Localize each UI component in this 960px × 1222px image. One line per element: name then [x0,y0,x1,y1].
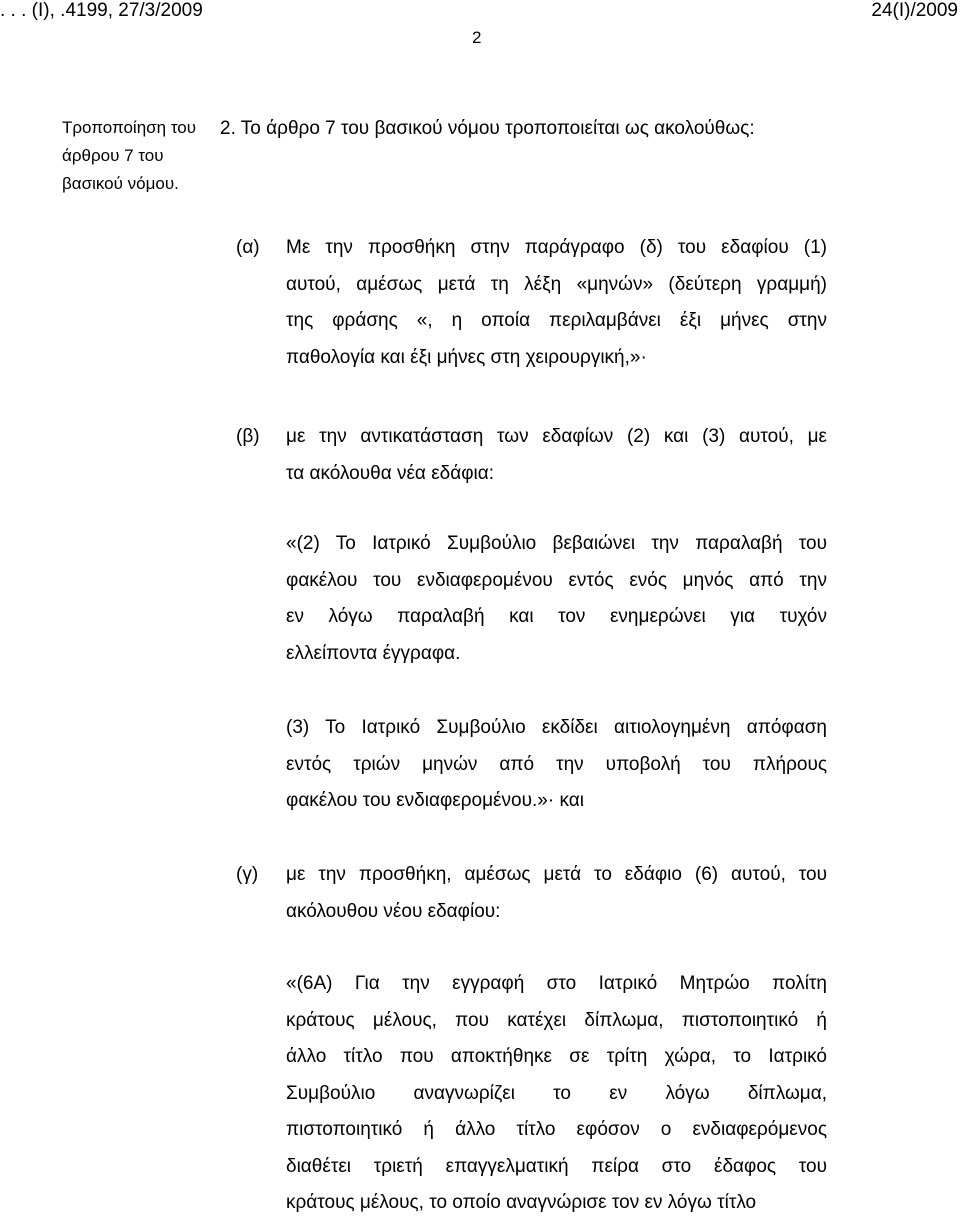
item-c-text [286,857,827,930]
quote-paragraph-6a [286,966,827,1222]
text-line: φακέλου του ενδιαφερομένου εντός ενός μηνός από την [286,569,827,591]
text-line: εντός τριών μηνών από την υποβολή του πλήρους [286,753,827,775]
margin-note [62,114,212,198]
quote-paragraph-2 [286,526,827,672]
text-line: ελλείποντα έγγραφα. [286,642,461,664]
margin-note-line: άρθρου 7 του [62,146,164,165]
text-line: άλλο τίτλο που αποκτήθηκε σε τρίτη χώρα, το Ιατρικό [286,1046,827,1067]
margin-note-line: βασικού νόμου. [62,174,179,193]
text-line: Με την προσθήκη στην παράγραφο (δ) του εδαφίου (1) [286,237,827,258]
text-line: αυτού, αμέσως μετά τη λέξη «μηνών» (δεύτερη γραμμή) [286,273,827,295]
text-line: τα ακόλουθα νέα εδάφια: [286,462,495,484]
margin-note-line: Τροποποίηση του [62,118,197,137]
text-line: Συμβούλιο αναγνωρίζει το εν λόγω δίπλωμα, [286,1082,827,1104]
item-label-b: (β) [236,426,260,447]
quote-paragraph-3 [286,710,827,820]
text-line: φακέλου του ενδιαφερομένου.»· και [286,790,584,811]
text-line: «(2) Το Ιατρικό Συμβούλιο βεβαιώνει την παραλαβή του [286,533,827,554]
header-left: . . . (Ι), .4199, 27/3/2009 [0,0,203,21]
text-line: (3) Το Ιατρικό Συμβούλιο εκδίδει αιτιολογημένη απόφαση [286,717,827,738]
text-line: με την αντικατάσταση των εδαφίων (2) και (3) αυτού, με [286,426,827,447]
text-line: κράτους μέλους, που κατέχει δίπλωμα, πιστοποιητικό ή [286,1009,827,1031]
text-line: πιστοποιητικό ή άλλο τίτλο εφόσον ο ενδιαφερόμενος [286,1119,827,1140]
item-label-a: (α) [236,237,260,258]
text-line: διαθέτει τριετή επαγγελματική πείρα στο έδαφος του [286,1155,827,1177]
text-line: ακόλουθου νέου εδαφίου: [286,900,501,922]
main-clause: 2. Το άρθρο 7 του βασικού νόμου τροποποιείται ως ακολούθως: [220,118,755,139]
item-b-text [286,419,827,492]
page-number: 2 [472,28,482,47]
text-line: «(6Α) Για την εγγραφή στο Ιατρικό Μητρώο πολίτη [286,973,827,994]
item-a-text [286,230,827,376]
text-line: της φράσης «, η οποία περιλαμβάνει έξι μήνες στην [286,310,827,331]
text-line: εν λόγω παραλαβή και τον ενημερώνει για τυχόν [286,606,827,627]
text-line: παθολογία και έξι μήνες στη χειρουργική,»· [286,346,647,368]
item-label-c: (γ) [236,864,259,885]
text-line: κράτους μέλους, το οποίο αναγνώρισε τον εν λόγω τίτλο [286,1192,757,1213]
text-line: με την προσθήκη, αμέσως μετά το εδάφιο (6) αυτού, του [286,864,827,885]
header-right: 24(I)/2009 [871,0,958,21]
